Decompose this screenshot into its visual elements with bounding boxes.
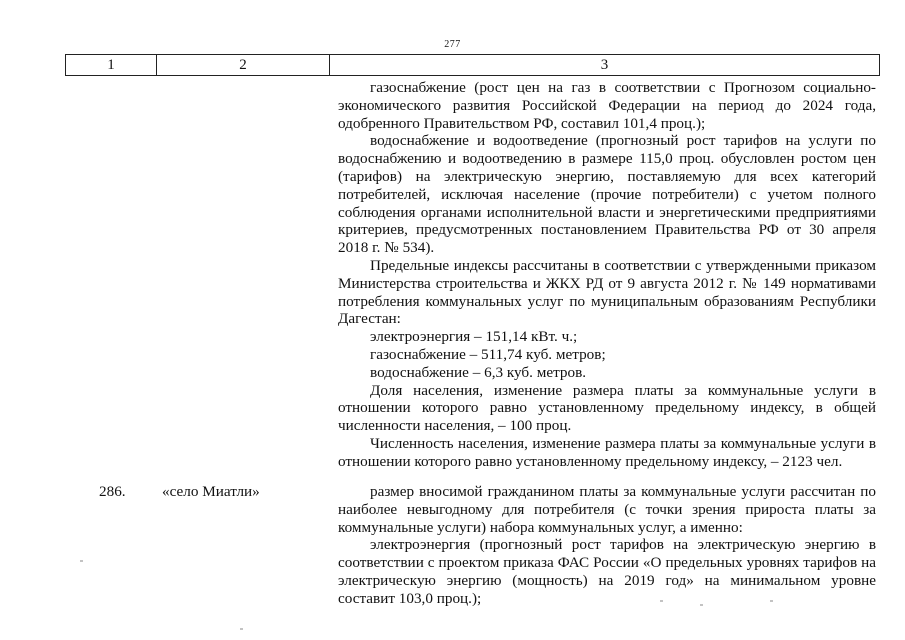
- table-header-row: [65, 54, 880, 76]
- municipality-name: «село Миатли»: [162, 483, 260, 500]
- index-basis-paragraph: Предельные индексы рассчитаны в соответствии с утвержденными приказом Министерства строительства и ЖКХ РД от 9 августа 2012 г. № 149 нормативами потребления коммунальных услуг по муниципальным образованиям Республики Дагестан:: [338, 256, 876, 328]
- scan-speck: [660, 600, 663, 602]
- header-col-3: 3: [600, 57, 609, 73]
- norm-electricity: электроэнергия – 151,14 кВт. ч.;: [370, 328, 578, 346]
- scan-speck: [80, 560, 83, 562]
- page-number: 277: [444, 39, 461, 50]
- gas-supply-paragraph: газоснабжение (рост цен на газ в соответствии с Прогнозом социально-экономического развития Российской Федерации на период до 2024 года, одобренного Правительством РФ, составил 101,4 проц.);: [338, 79, 876, 132]
- scan-speck: [240, 628, 243, 630]
- continued-row-content: [338, 79, 876, 471]
- norm-water: водоснабжение – 6,3 куб. метров.: [370, 363, 587, 381]
- population-share-paragraph: Доля населения, изменение размера платы за коммунальные услуги в отношении которого равно установленному предельному индексу, в общей численности населения, – 100 проц.: [338, 381, 876, 435]
- row-number: 286.: [99, 483, 126, 500]
- header-col-1: 1: [66, 55, 157, 75]
- scan-speck: [770, 600, 773, 602]
- population-count-paragraph: Численность населения, изменение размера платы за коммунальные услуги в отношении которого равно установленному предельному индексу, – 2123 чел.: [338, 434, 876, 470]
- header-col-2: 2: [157, 55, 330, 75]
- scan-speck: [700, 604, 703, 606]
- electricity-paragraph: электроэнергия (прогнозный рост тарифов на электрическую энергию в соответствии с проектом приказа ФАС России «О предельных уровнях тарифов на электрическую энергию (мощность) на 2019 год» на минимальном уровне составит 103,0 проц.);: [338, 536, 876, 607]
- row-286-content: [338, 483, 876, 608]
- norm-gas: газоснабжение – 511,74 куб. метров;: [370, 345, 606, 363]
- water-supply-paragraph: водоснабжение и водоотведение (прогнозный рост тарифов на услуги по водоснабжению и водоотведению в размере 115,0 проц. обусловлен ростом цен (тарифов) на электрическую энергию, поставляемую для всех категорий потребителей, исключая население (прочие потребители) с учетом полного соблюдения органами исполнительной власти и энергетическими предприятиями критериев, предусмотренных постановлением Правительства РФ от 30 апреля 2018 г. № 534).: [338, 132, 876, 257]
- payment-calculation-paragraph: размер вносимой гражданином платы за коммунальные услуги рассчитан по наиболее невыгодному для потребителя (с точки зрения прироста платы за коммунальные услуги) набора коммунальных услуг, а именно:: [338, 483, 876, 536]
